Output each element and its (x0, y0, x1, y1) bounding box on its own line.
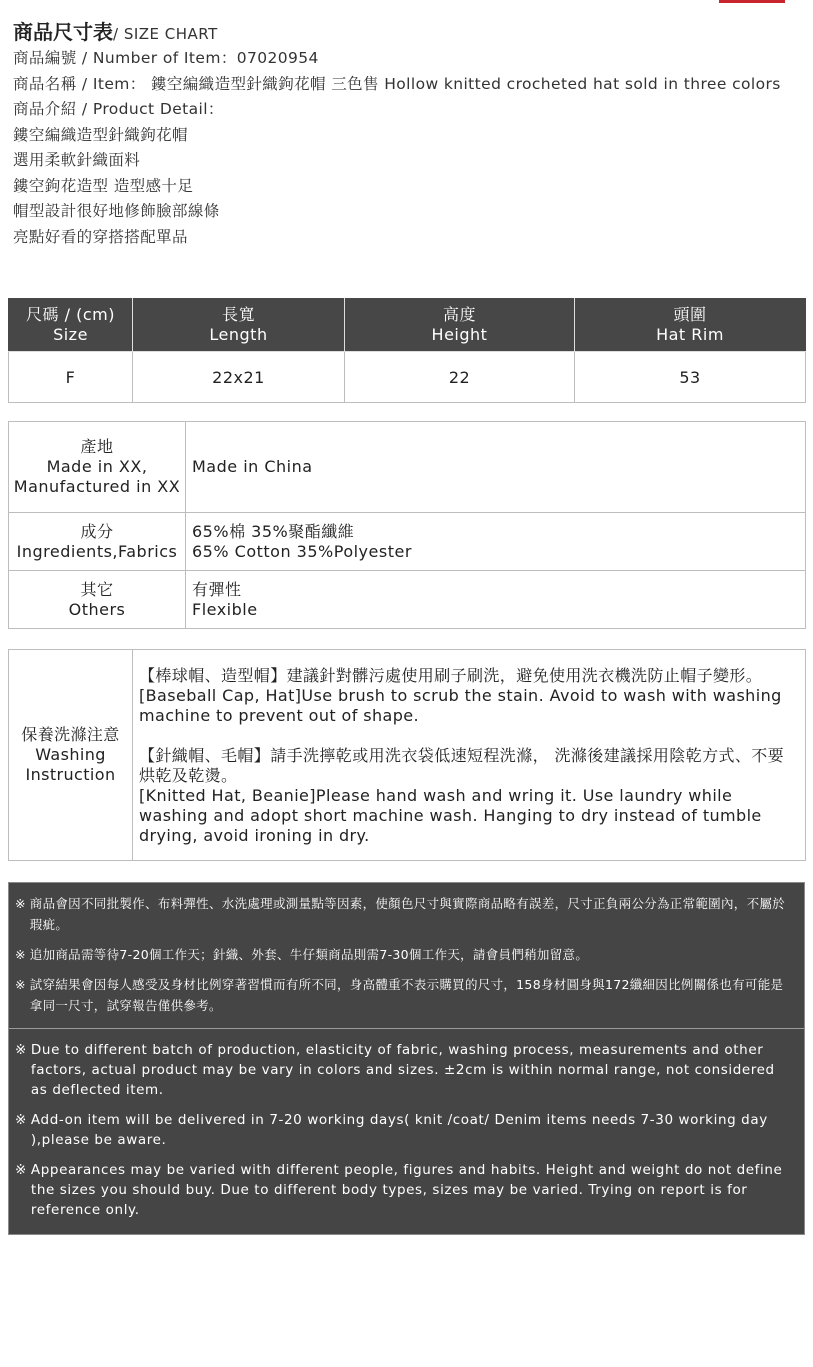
fabric-row (9, 513, 806, 571)
size-cell: F (9, 352, 133, 403)
length-header: 長寬 Length (133, 299, 345, 352)
fabric-label: 成分 Ingredients,Fabrics (9, 513, 186, 571)
title-en: / SIZE CHART (113, 25, 218, 43)
washing-instruction-table (8, 649, 806, 861)
item-number: 商品編號 / Number of Item：07020954 (13, 49, 319, 67)
washing-knit-zh: 【針織帽、毛帽】請手洗擰乾或用洗衣袋低速短程洗滌， 洗滌後建議採用陰乾方式、不要烘乾及乾燙。 (139, 745, 785, 785)
others-value: 有彈性 Flexible (186, 571, 806, 629)
washing-cap-zh: 【棒球帽、造型帽】建議針對髒污處使用刷子刷洗，避免使用洗衣機洗防止帽子變形。 (139, 665, 763, 685)
list-item: ※ Due to different batch of production, elasticity of fabric, washing process, measurements and other factors, actual product may be vary in colors and sizes. ±2cm is within normal range, not considered as deflected item. (15, 1042, 775, 1098)
height-cell: 22 (345, 352, 575, 403)
page-title (13, 18, 793, 48)
hat-rim-header: 頭圍 Hat Rim (575, 299, 806, 352)
height-header: 高度 Height (345, 299, 575, 352)
notice-zh (9, 883, 804, 1028)
title-zh: 商品尺寸表 (13, 20, 113, 44)
list-item: ※ Add-on item will be delivered in 7-20 working days( knit /coat/ Denim items needs 7-30 working day ),please be aware. (15, 1112, 768, 1148)
notice-en (9, 1029, 804, 1234)
origin-label: 產地 Made in XX, Manufactured in XX (9, 422, 186, 513)
fabric-value: 65%棉 35%聚酯纖維 65% Cotton 35%Polyester (186, 513, 806, 571)
list-item: ※ 試穿結果會因每人感受及身材比例穿著習慣而有所不同，身高體重不表示購買的尺寸，158身材圓身與172纖細因比例關係也有可能是拿同一尺寸，試穿報告僅供參考。 (15, 977, 784, 1013)
notice-box (8, 882, 805, 1235)
detail-line: 鏤空編織造型針織鉤花帽 (13, 125, 188, 144)
product-info-table (8, 421, 806, 629)
hat-rim-cell: 53 (575, 352, 806, 403)
origin-value: Made in China (186, 422, 806, 513)
size-header: 尺碼 / (cm) Size (9, 299, 133, 352)
washing-text (133, 650, 806, 861)
detail-label: 商品介紹 / Product Detail： (13, 100, 224, 118)
size-table (8, 298, 806, 403)
washing-row (9, 650, 806, 861)
washing-knit-en: [Knitted Hat, Beanie]Please hand wash and wring it. Use laundry while washing and adopt short machine wash. Hanging to dry instead of tumble drying, avoid ironing in dry. (139, 785, 762, 845)
washing-cap-en: [Baseball Cap, Hat]Use brush to scrub the stain. Avoid to wash with washing machine to prevent out of shape. (139, 685, 782, 725)
list-item: ※ 追加商品需等待7-20個工作天；針織、外套、牛仔類商品則需7-30個工作天，請會員們稍加留意。 (15, 947, 589, 962)
detail-line: 亮點好看的穿搭搭配單品 (13, 227, 188, 246)
size-table-header-row (9, 299, 806, 352)
table-row (9, 352, 806, 403)
detail-line: 鏤空鉤花造型 造型感十足 (13, 176, 194, 195)
detail-line: 帽型設計很好地修飾臉部線條 (13, 202, 220, 220)
washing-label: 保養洗滌注意 Washing Instruction (9, 650, 133, 861)
item-name: 商品名稱 / Item： 鏤空編織造型針織鉤花帽 三色售 Hollow knitted crocheted hat sold in three colors (13, 74, 781, 93)
product-header (13, 18, 793, 247)
others-row (9, 571, 806, 629)
top-accent-bar (719, 0, 785, 3)
list-item: ※ 商品會因不同批製作、布料彈性、水洗處理或測量點等因素，使顏色尺寸與實際商品略有誤差，尺寸正負兩公分為正常範圍內，不屬於瑕疵。 (15, 896, 785, 932)
list-item: ※ Appearances may be varied with different people, figures and habits. Height and weight do not define the sizes you should buy. Due to different body types, sizes may be varied. Trying on report is for reference only. (15, 1162, 783, 1218)
detail-line: 選用柔軟針織面料 (13, 151, 141, 169)
others-label: 其它 Others (9, 571, 186, 629)
length-cell: 22x21 (133, 352, 345, 403)
origin-row (9, 422, 806, 513)
